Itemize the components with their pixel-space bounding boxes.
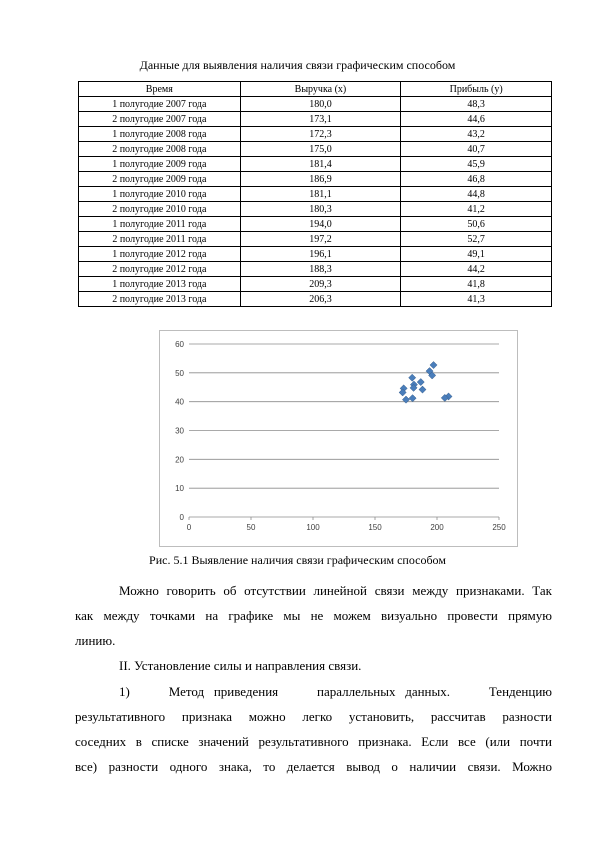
table-row — [79, 232, 552, 247]
cell-time: 1 полугодие 2008 года — [79, 127, 241, 142]
cell-time: 2 полугодие 2007 года — [79, 112, 241, 127]
y-tick-label: 30 — [175, 426, 184, 436]
scatter-chart — [159, 330, 518, 547]
cell-revenue: 172,3 — [240, 127, 401, 142]
cell-profit: 43,2 — [401, 127, 552, 142]
data-point — [430, 361, 437, 368]
y-tick-label: 0 — [179, 513, 184, 522]
table-row — [79, 292, 552, 307]
x-tick-label: 50 — [246, 523, 256, 532]
cell-profit: 41,3 — [401, 292, 552, 307]
table-row — [79, 142, 552, 157]
data-table — [78, 81, 552, 307]
cell-revenue: 181,1 — [240, 187, 401, 202]
table-title: Данные для выявления наличия связи графическим способом — [139, 58, 456, 72]
cell-profit: 48,3 — [401, 97, 552, 112]
data-point — [409, 395, 416, 402]
x-tick-label: 250 — [492, 523, 506, 532]
y-tick-label: 50 — [175, 368, 184, 378]
data-point — [417, 378, 424, 385]
table-row — [79, 202, 552, 217]
paragraph-1-line-2: как между точками на графике мы не можем визуально провести прямую — [75, 608, 552, 623]
cell-profit: 45,9 — [401, 157, 552, 172]
x-tick-label: 200 — [430, 523, 444, 532]
cell-revenue: 173,1 — [240, 112, 401, 127]
table-row — [79, 262, 552, 277]
table-row — [79, 247, 552, 262]
cell-profit: 44,6 — [401, 112, 552, 127]
header-revenue: Выручка (x) — [240, 82, 401, 97]
cell-revenue: 181,4 — [240, 157, 401, 172]
paragraph-3-line-2: результативного признака можно легко установить, рассчитав разности — [75, 709, 552, 724]
data-point — [402, 396, 409, 403]
paragraph-3-line-3: соседних в списке значений результативного признака. Если все (или почти — [75, 734, 552, 749]
cell-profit: 50,6 — [401, 217, 552, 232]
paragraph-1-line-1: Можно говорить об отсутствии линейной связи между признаками. Так — [119, 583, 552, 598]
cell-time: 1 полугодие 2010 года — [79, 187, 241, 202]
x-tick-label: 0 — [186, 523, 192, 532]
table-row — [79, 97, 552, 112]
cell-revenue: 209,3 — [240, 277, 401, 292]
cell-revenue: 197,2 — [240, 232, 401, 247]
cell-time: 1 полугодие 2013 года — [79, 277, 241, 292]
cell-revenue: 186,9 — [240, 172, 401, 187]
cell-revenue: 196,1 — [240, 247, 401, 262]
table-row — [79, 127, 552, 142]
cell-time: 2 полугодие 2009 года — [79, 172, 241, 187]
figure-caption: Рис. 5.1 Выявление наличия связи графическим способом — [149, 553, 446, 567]
section-heading: II. Установление силы и направления связи. — [119, 658, 362, 673]
cell-time: 1 полугодие 2007 года — [79, 97, 241, 112]
paragraph-3-line-4: все) разности одного знака, то делается вывод о наличии связи. Можно — [75, 759, 552, 774]
data-point — [409, 374, 416, 381]
x-tick-label: 100 — [306, 523, 320, 532]
cell-time: 2 полугодие 2010 года — [79, 202, 241, 217]
cell-time: 2 полугодие 2012 года — [79, 262, 241, 277]
header-time: Время — [79, 82, 241, 97]
table-row — [79, 187, 552, 202]
cell-time: 1 полугодие 2012 года — [79, 247, 241, 262]
table-row — [79, 277, 552, 292]
scatter-chart-svg — [160, 331, 517, 546]
cell-revenue: 188,3 — [240, 262, 401, 277]
paragraph-1-line-3: линию. — [75, 633, 116, 648]
table-row — [79, 112, 552, 127]
cell-profit: 41,2 — [401, 202, 552, 217]
cell-revenue: 206,3 — [240, 292, 401, 307]
cell-time: 2 полугодие 2013 года — [79, 292, 241, 307]
cell-time: 2 полугодие 2008 года — [79, 142, 241, 157]
paragraph-3-line-1: 1) Метод приведения параллельных данных. Тенденцию — [119, 684, 552, 699]
cell-profit: 41,8 — [401, 277, 552, 292]
header-profit: Прибыль (y) — [401, 82, 552, 97]
cell-profit: 46,8 — [401, 172, 552, 187]
cell-revenue: 180,0 — [240, 97, 401, 112]
cell-profit: 52,7 — [401, 232, 552, 247]
table-row — [79, 172, 552, 187]
cell-revenue: 175,0 — [240, 142, 401, 157]
cell-profit: 44,2 — [401, 262, 552, 277]
cell-time: 2 полугодие 2011 года — [79, 232, 241, 247]
y-tick-label: 10 — [175, 484, 184, 494]
cell-profit: 49,1 — [401, 247, 552, 262]
y-tick-label: 20 — [175, 455, 184, 465]
cell-time: 1 полугодие 2009 года — [79, 157, 241, 172]
table-header-row — [79, 82, 552, 97]
cell-profit: 40,7 — [401, 142, 552, 157]
cell-revenue: 180,3 — [240, 202, 401, 217]
table-row — [79, 157, 552, 172]
y-tick-label: 60 — [175, 340, 184, 349]
cell-time: 1 полугодие 2011 года — [79, 217, 241, 232]
cell-profit: 44,8 — [401, 187, 552, 202]
y-tick-label: 40 — [175, 397, 184, 407]
cell-revenue: 194,0 — [240, 217, 401, 232]
table-row — [79, 217, 552, 232]
data-point — [419, 386, 426, 393]
x-tick-label: 150 — [368, 523, 382, 532]
